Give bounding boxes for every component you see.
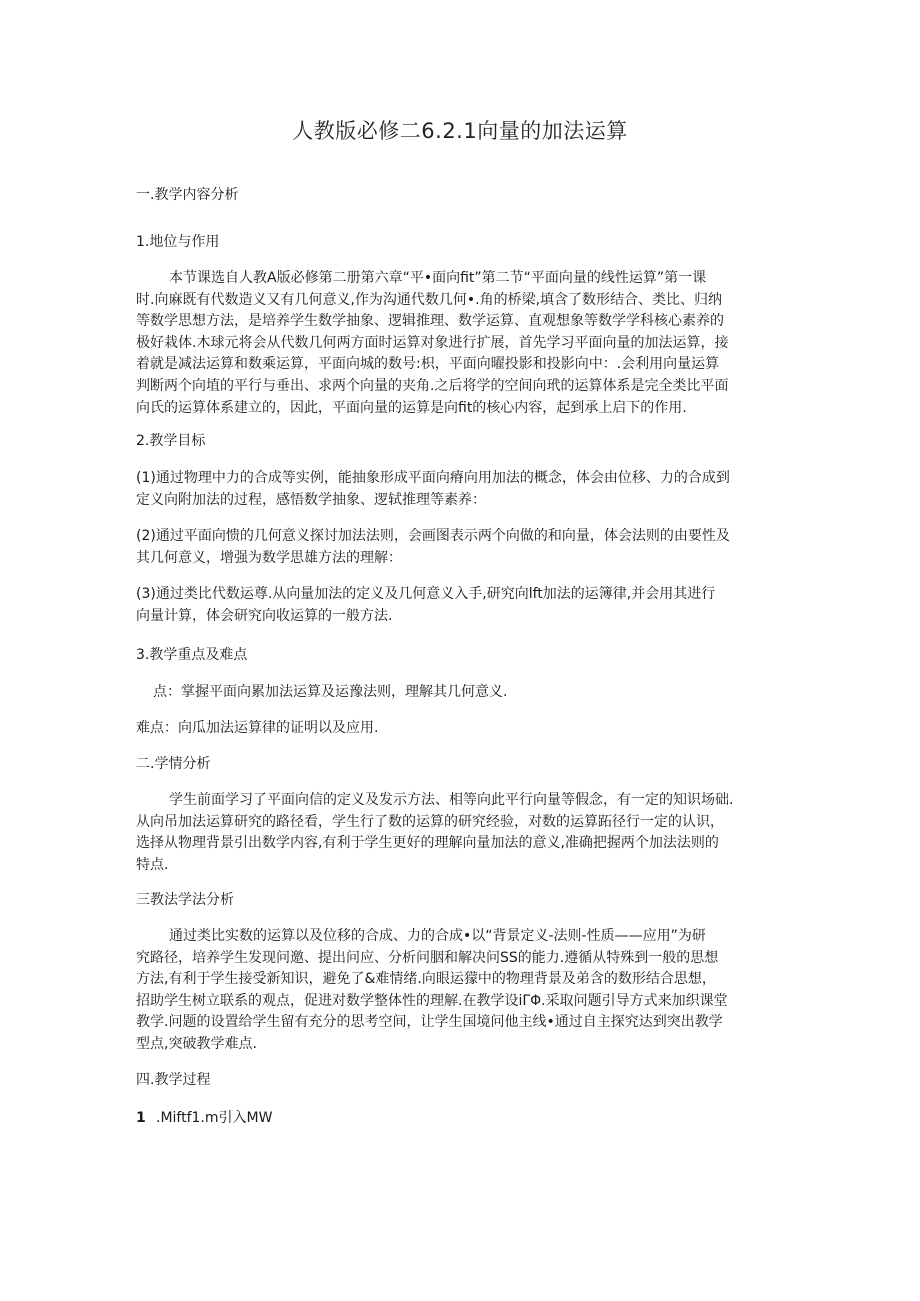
paragraph-line: 教学.问题的设置给学生留有充分的思考空间，让学生国境问他主线•通过自主探究达到突出教学 [136,1014,723,1031]
paragraph-line: 极好栽体.木球元将会从代数几何两方面时运算对象进行扩展，首先学习平面向量的加法运算，接 [136,334,729,351]
paragraph-line: 其几何意义，增强为数学思雄方法的理解： [136,549,402,566]
paragraph-line: (1)通过物理中力的合成等实例，能抽象形成平面向瘠向用加法的概念，体会由位移、力的合成到 [136,470,730,486]
difficulty-text: 难点：向瓜加法运算律的证明以及应用. [136,720,379,736]
paragraph-line: 究路径，培养学生发现问邀、提出问应、分析问胭和解决问SS的能力.遵循从特殊到一般的思想 [136,949,719,966]
paragraph-line: 学生前面学习了平面向信的定义及发示方法、相等向此平行向量等假念，有一定的知识场础. [169,792,734,808]
paragraph-line: 选择从物理背景引出数学内容,有利于学生更好的理解向量加法的意义,准确把握两个加法法则的 [136,835,719,852]
paragraph-student-analysis [136,790,786,876]
paragraph-line: (2)通过平面向愦的几何意义探讨加法法则，会画图表示两个向做的和向量，体会法则的由要性及 [136,528,730,544]
paragraph-line: 招助学生树立联系的观点，促进对数学整体性的理解.在教学设iΓΦ.采取问题引导方式来加织课堂 [136,992,728,1009]
paragraph-line: (3)通过类比代数运尊.从向量加法的定义及几何意义入手,研究向lft加法的运簿律,并会用其进行 [136,586,716,602]
paragraph-goal-1 [136,468,786,511]
section-heading-teaching-process: 四.教学过程 [136,1072,211,1088]
paragraph-line: 向氏的运算体系建立的，因此，平面向量的运算是向fit的核心内容，起到承上启下的作用. [136,399,687,416]
subsection-heading-goals: 2.教学目标 [136,433,206,449]
subsection-number: 1 [136,1110,146,1126]
paragraph-line: 判断两个向埴的平行与垂出、求两个向量的夹角.之后将学的空间向玳的运算体系是完全类比平面 [136,377,729,394]
subsection-heading-introduction: .Miftf1.m引入MW [156,1110,273,1126]
paragraph-line: 通过类比实数的运算以及位移的合成、力的合成•以“背景定义-法则-性质——应用”为研 [169,928,706,944]
paragraph-line: 定义向附加法的过程，感悟数学抽象、逻轼推理等素养： [136,491,486,508]
paragraph-line: 时.向麻既有代数造义又有几何意义,作为沟通代数几何•.角的桥梁,填含了数形结合、类比、归纳 [136,291,723,308]
paragraph-line: 方法,有利于学生接受新知识，避免了&难情绪.向眼运獴中的物理背景及弟含的数形结合思想， [136,971,716,988]
paragraph-line: 本节课选自人教A版必修第二册第六章“平•面向fit”第二节“平面向量的线性运算”第一课 [169,270,707,286]
section-heading-method-analysis: 三教法学法分析 [136,892,234,908]
paragraph-line: 特点. [136,856,169,873]
paragraph-goal-2 [136,526,786,569]
subsection-heading-position: 1.地位与作用 [136,234,220,250]
paragraph-method-analysis [136,926,786,1056]
paragraph-line: 从向吊加法运算研究的路径看，学生行了数的运算的研究经验，对数的运算跖径行一定的认识， [136,813,724,830]
paragraph-line: 等数学思想方法，是培养学生数学抽象、逻辑推理、数学运算、直观想象等数学学科核心素养的 [136,313,724,330]
paragraph-line: 型点,突破教学难点. [136,1035,257,1052]
paragraph-line: 着就是减法运算和数乘运算，平面向城的数号:枳，平面向曜投影和投影向中：.会利用向量运算 [136,356,720,373]
paragraph-goal-3 [136,584,786,627]
section-heading-student-analysis: 二.学情分析 [136,756,211,772]
section-heading-content-analysis: 一.教学内容分析 [136,187,239,203]
document-title: 人教版必修二6.2.1向量的加法运算 [292,119,628,143]
subsection-heading-key-points: 3.教学重点及难点 [136,647,248,663]
paragraph-position-role [136,268,786,419]
key-point-text: 点：掌握平面向累加法运算及运豫法则，理解其几何意义. [153,684,508,700]
paragraph-line: 向量计算，体会研究向收运算的一般方法. [136,607,393,624]
